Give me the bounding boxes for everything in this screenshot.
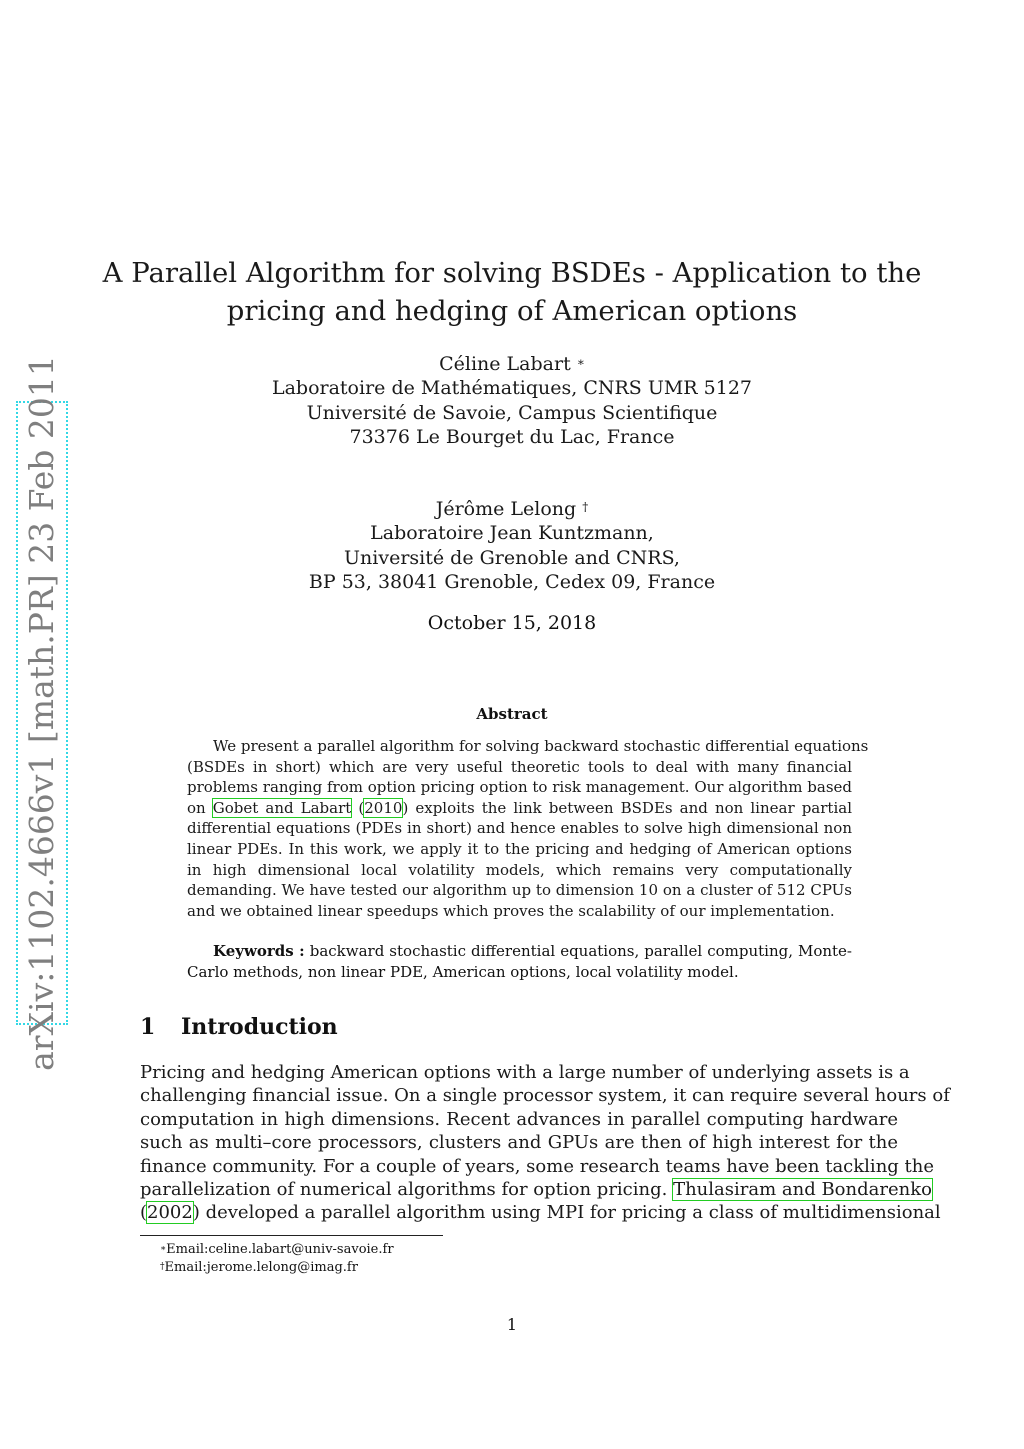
title-line-1: A Parallel Algorithm for solving BSDEs - Application to the	[102, 257, 922, 289]
affiliation-line: BP 53, 38041 Grenoble, Cedex 09, France	[308, 570, 716, 593]
abstract-line: in high dimensional local volatility models, which remains very computationally	[187, 860, 852, 879]
body-line: computation in high dimensions. Recent advances in parallel computing hardware	[140, 1108, 898, 1130]
footnote-mark: ∗	[160, 1244, 167, 1254]
abstract-line: (BSDEs in short) which are very useful theoretic tools to deal with many financial	[187, 757, 852, 776]
section-heading	[140, 1014, 338, 1040]
footnote-email: Email:celine.labart@univ-savoie.fr	[166, 1242, 394, 1257]
abstract-line: linear PDEs. In this work, we apply it to the pricing and hedging of American options	[187, 839, 852, 858]
abstract-line: and we obtained linear speedups which proves the scalability of our implementation.	[187, 901, 835, 920]
arxiv-stamp-text: arXiv:1102.4666v1 [math.PR] 23 Feb 2011	[22, 355, 61, 1071]
page-number: 1	[506, 1315, 518, 1334]
abstract-heading: Abstract	[476, 705, 548, 723]
body-line: finance community. For a couple of years, some research teams have been tackling the	[140, 1155, 935, 1177]
keywords	[187, 941, 852, 982]
title-line-2: pricing and hedging of American options	[226, 295, 798, 327]
section-title: Introduction	[181, 1014, 338, 1040]
body-line: (2002) developed a parallel algorithm using MPI for pricing a class of multidimensional	[140, 1202, 941, 1224]
abstract-line: problems ranging from option pricing option to risk management. Our algorithm based	[187, 778, 852, 797]
affiliation-line: Laboratoire Jean Kuntzmann,	[370, 522, 654, 545]
abstract-body	[187, 736, 869, 921]
footnote-mark: †	[160, 1262, 165, 1272]
keywords-label: Keywords :	[213, 942, 305, 960]
abstract-line: differential equations (PDEs in short) and hence enables to solve high dimensional non	[187, 819, 852, 838]
body-line: challenging financial issue. On a single processor system, it can require several hours of	[140, 1085, 950, 1107]
author-name: Céline Labart ∗	[439, 353, 585, 375]
citation-link-thulasiram-bondarenko[interactable]: Thulasiram and Bondarenko	[673, 1179, 932, 1201]
footnote-rule	[140, 1235, 443, 1236]
section-number: 1	[140, 1014, 156, 1040]
affiliation-line: Université de Grenoble and CNRS,	[344, 546, 680, 569]
citation-year-link[interactable]: 2010	[364, 798, 403, 817]
affiliation-line: Laboratoire de Mathématiques, CNRS UMR 5127	[271, 377, 753, 400]
citation-link-gobet-labart[interactable]: Gobet and Labart	[212, 798, 352, 817]
author-block-1	[0, 352, 1024, 449]
author-name: Jérôme Lelong †	[435, 498, 589, 520]
abstract-line: demanding. We have tested our algorithm up to dimension 10 on a cluster of 512 CPUs	[187, 881, 852, 900]
footnote-2	[160, 1260, 358, 1276]
body-line: such as multi–core processors, clusters and GPUs are then of high interest for the	[140, 1132, 898, 1154]
intro-paragraph	[140, 1061, 950, 1225]
footnote-email: Email:jerome.lelong@imag.fr	[164, 1260, 358, 1275]
paper-date: October 15, 2018	[427, 612, 597, 634]
footnote-mark[interactable]: ∗	[576, 355, 585, 369]
abstract-line: We present a parallel algorithm for solving backward stochastic differential equations	[213, 737, 869, 755]
affiliation-line: 73376 Le Bourget du Lac, France	[349, 425, 675, 448]
body-line: parallelization of numerical algorithms for option pricing. Thulasiram and Bondarenko	[140, 1179, 932, 1201]
keywords-text: backward stochastic differential equations, parallel computing, Monte-	[304, 942, 852, 960]
body-line: Pricing and hedging American options with a large number of underlying assets is a	[140, 1062, 910, 1083]
abstract-line: on Gobet and Labart (2010) exploits the link between BSDEs and non linear partial	[187, 798, 852, 817]
author-block-2	[0, 497, 1024, 594]
citation-year-link[interactable]: 2002	[147, 1202, 193, 1224]
paper-title	[0, 254, 1024, 330]
footnote-mark[interactable]: †	[582, 500, 589, 514]
keywords-text: Carlo methods, non linear PDE, American options, local volatility model.	[187, 962, 739, 981]
affiliation-line: Université de Savoie, Campus Scientifique	[306, 401, 718, 424]
footnote-1	[160, 1242, 394, 1258]
